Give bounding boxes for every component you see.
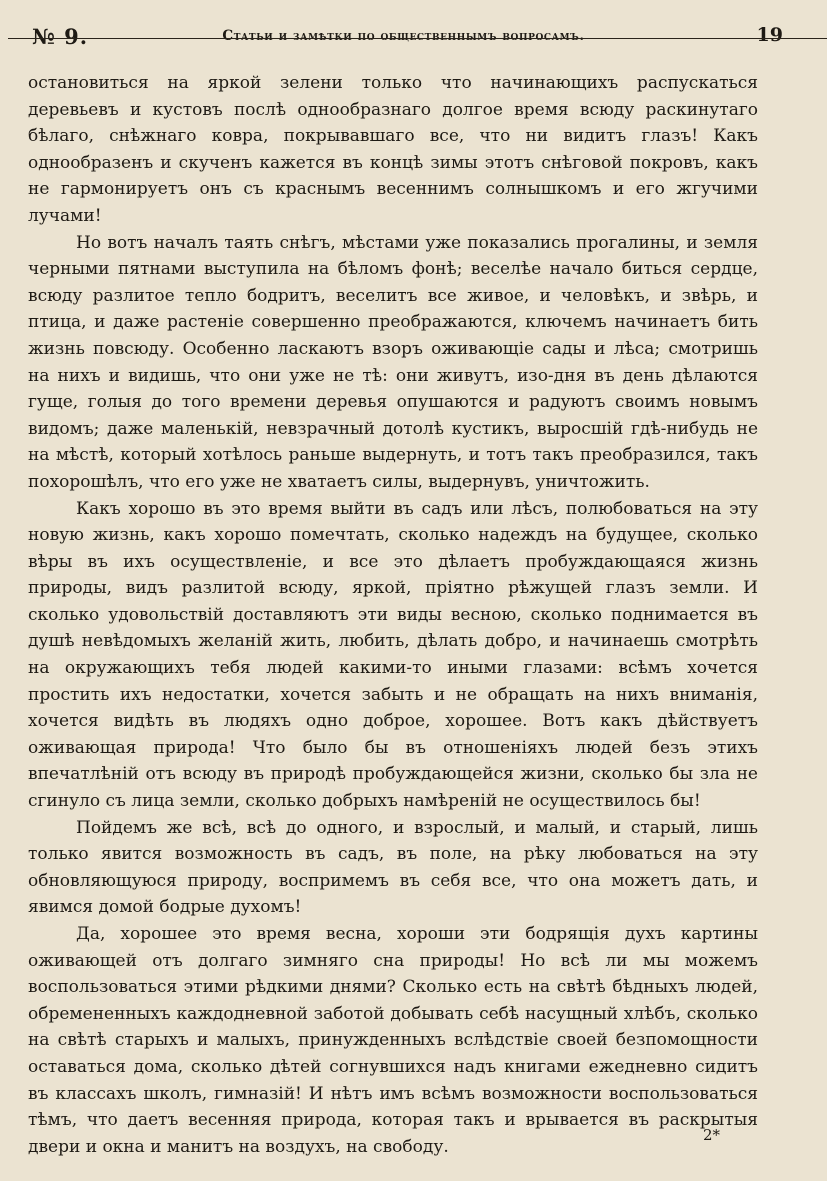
paragraph-4: Пойдемъ же всѣ, всѣ до одного, и взрослый, и малый, и старый, лишь только явится возможность въ садъ, въ поле, на рѣку любоваться на эту обновляющуюся природу, воспримемъ въ себя все, что она можетъ дать, и явимся домой бодрые духомъ! xyxy=(28,817,758,918)
header-rule xyxy=(8,38,827,39)
page-number: 19 xyxy=(756,24,783,46)
paragraph-5: Да, хорошее это время весна, хороши эти бодрящiя духъ картины оживающей отъ долгаго зимняго сна природы! Но всѣ ли мы можемъ воспользоваться этими рѣдкими днями? Сколько есть на свѣтѣ бѣдныхъ людей, обремененныхъ каждодневной заботой добывать себѣ насущный хлѣбъ, сколько на свѣтѣ старыхъ и малыхъ, принужденныхъ вслѣдствiе своей безпомощности оставаться дома, сколько дѣтей согнувшихся надъ книгами ежедневно сидитъ въ классахъ школъ, гимназiй! И нѣтъ имъ всѣмъ возможности воспользоваться тѣмъ, что даетъ весенняя природа, которая такъ и врывается въ раскрытыя двери и окна и манитъ на воздухъ, на свободу. xyxy=(28,924,758,1157)
signature-mark: 2* xyxy=(703,1126,721,1144)
paragraph-3: Какъ хорошо въ это время выйти въ садъ или лѣсъ, полюбоваться на эту новую жизнь, какъ хорошо помечтать, сколько надеждъ на будущее, сколько вѣры въ ихъ осуществленiе, и все это дѣлаетъ пробуждающаяся жизнь природы, видъ разлитой всюду, яркой, прiятно рѣжущей глазъ земли. И сколько удовольствiй доставляютъ эти виды весною, сколько поднимается въ душѣ невѣдомыхъ желанiй жить, любить, дѣлать добро, и начинаешь смотрѣть на окружающихъ тебя людей какими-то иными глазами: всѣмъ хочется простить ихъ недостатки, хочется забыть и не обращать на нихъ вниманiя, хочется видѣть въ людяхъ одно доброе, хорошее. Вотъ какъ дѣйствуетъ оживающая природа! Что было бы въ отношенiяхъ людей безъ этихъ впечатлѣнiй отъ всюду въ природѣ пробуждающейся жизни, сколько бы зла не сгинуло съ лица земли, сколько добрыхъ намѣренiй не осуществилось бы! xyxy=(28,498,758,812)
paragraph-2: Но вотъ началъ таять снѣгъ, мѣстами уже показались прогалины, и земля черными пятнами выступила на бѣломъ фонѣ; веселѣе начало биться сердце, всюду разлитое тепло бодритъ, веселитъ все живое, и человѣкъ, и звѣрь, и птица, и даже растенiе совершенно преображаются, ключемъ начинаетъ бить жизнь повсюду. Особенно ласкаютъ взоръ оживающiе сады и лѣса; смотришь на нихъ и видишь, что они уже не тѣ: они живутъ, изо-дня въ день дѣлаются гуще, голыя до того времени деревья опушаются и радуютъ своимъ новымъ видомъ; даже маленькiй, невзрачный дотолѣ кустикъ, выросшiй гдѣ-нибудь не на мѣстѣ, который хотѣлось раньше выдернуть, и тотъ такъ преобразился, такъ похорошѣлъ, что его уже не хватаетъ силы, выдернувъ, уничтожить. xyxy=(28,232,758,492)
running-title: Статьи и замѣтки по общественнымъ вопросамъ. xyxy=(222,28,585,44)
running-header xyxy=(24,18,783,52)
paragraph-1: остановиться на яркой зелени только что начинающихъ распускаться деревьевъ и кустовъ послѣ однообразнаго долгое время всюду раскинутаго бѣлаго, снѣжнаго ковра, покрывавшаго все, что ни видитъ глазъ! Какъ однообразенъ и скученъ кажется въ концѣ зимы этотъ снѣговой покровъ, какъ не гармонируетъ онъ съ краснымъ весеннимъ солнышкомъ и его жгучими лучами! xyxy=(28,73,758,226)
article-body xyxy=(28,70,758,1160)
issue-number: № 9. xyxy=(32,24,89,49)
